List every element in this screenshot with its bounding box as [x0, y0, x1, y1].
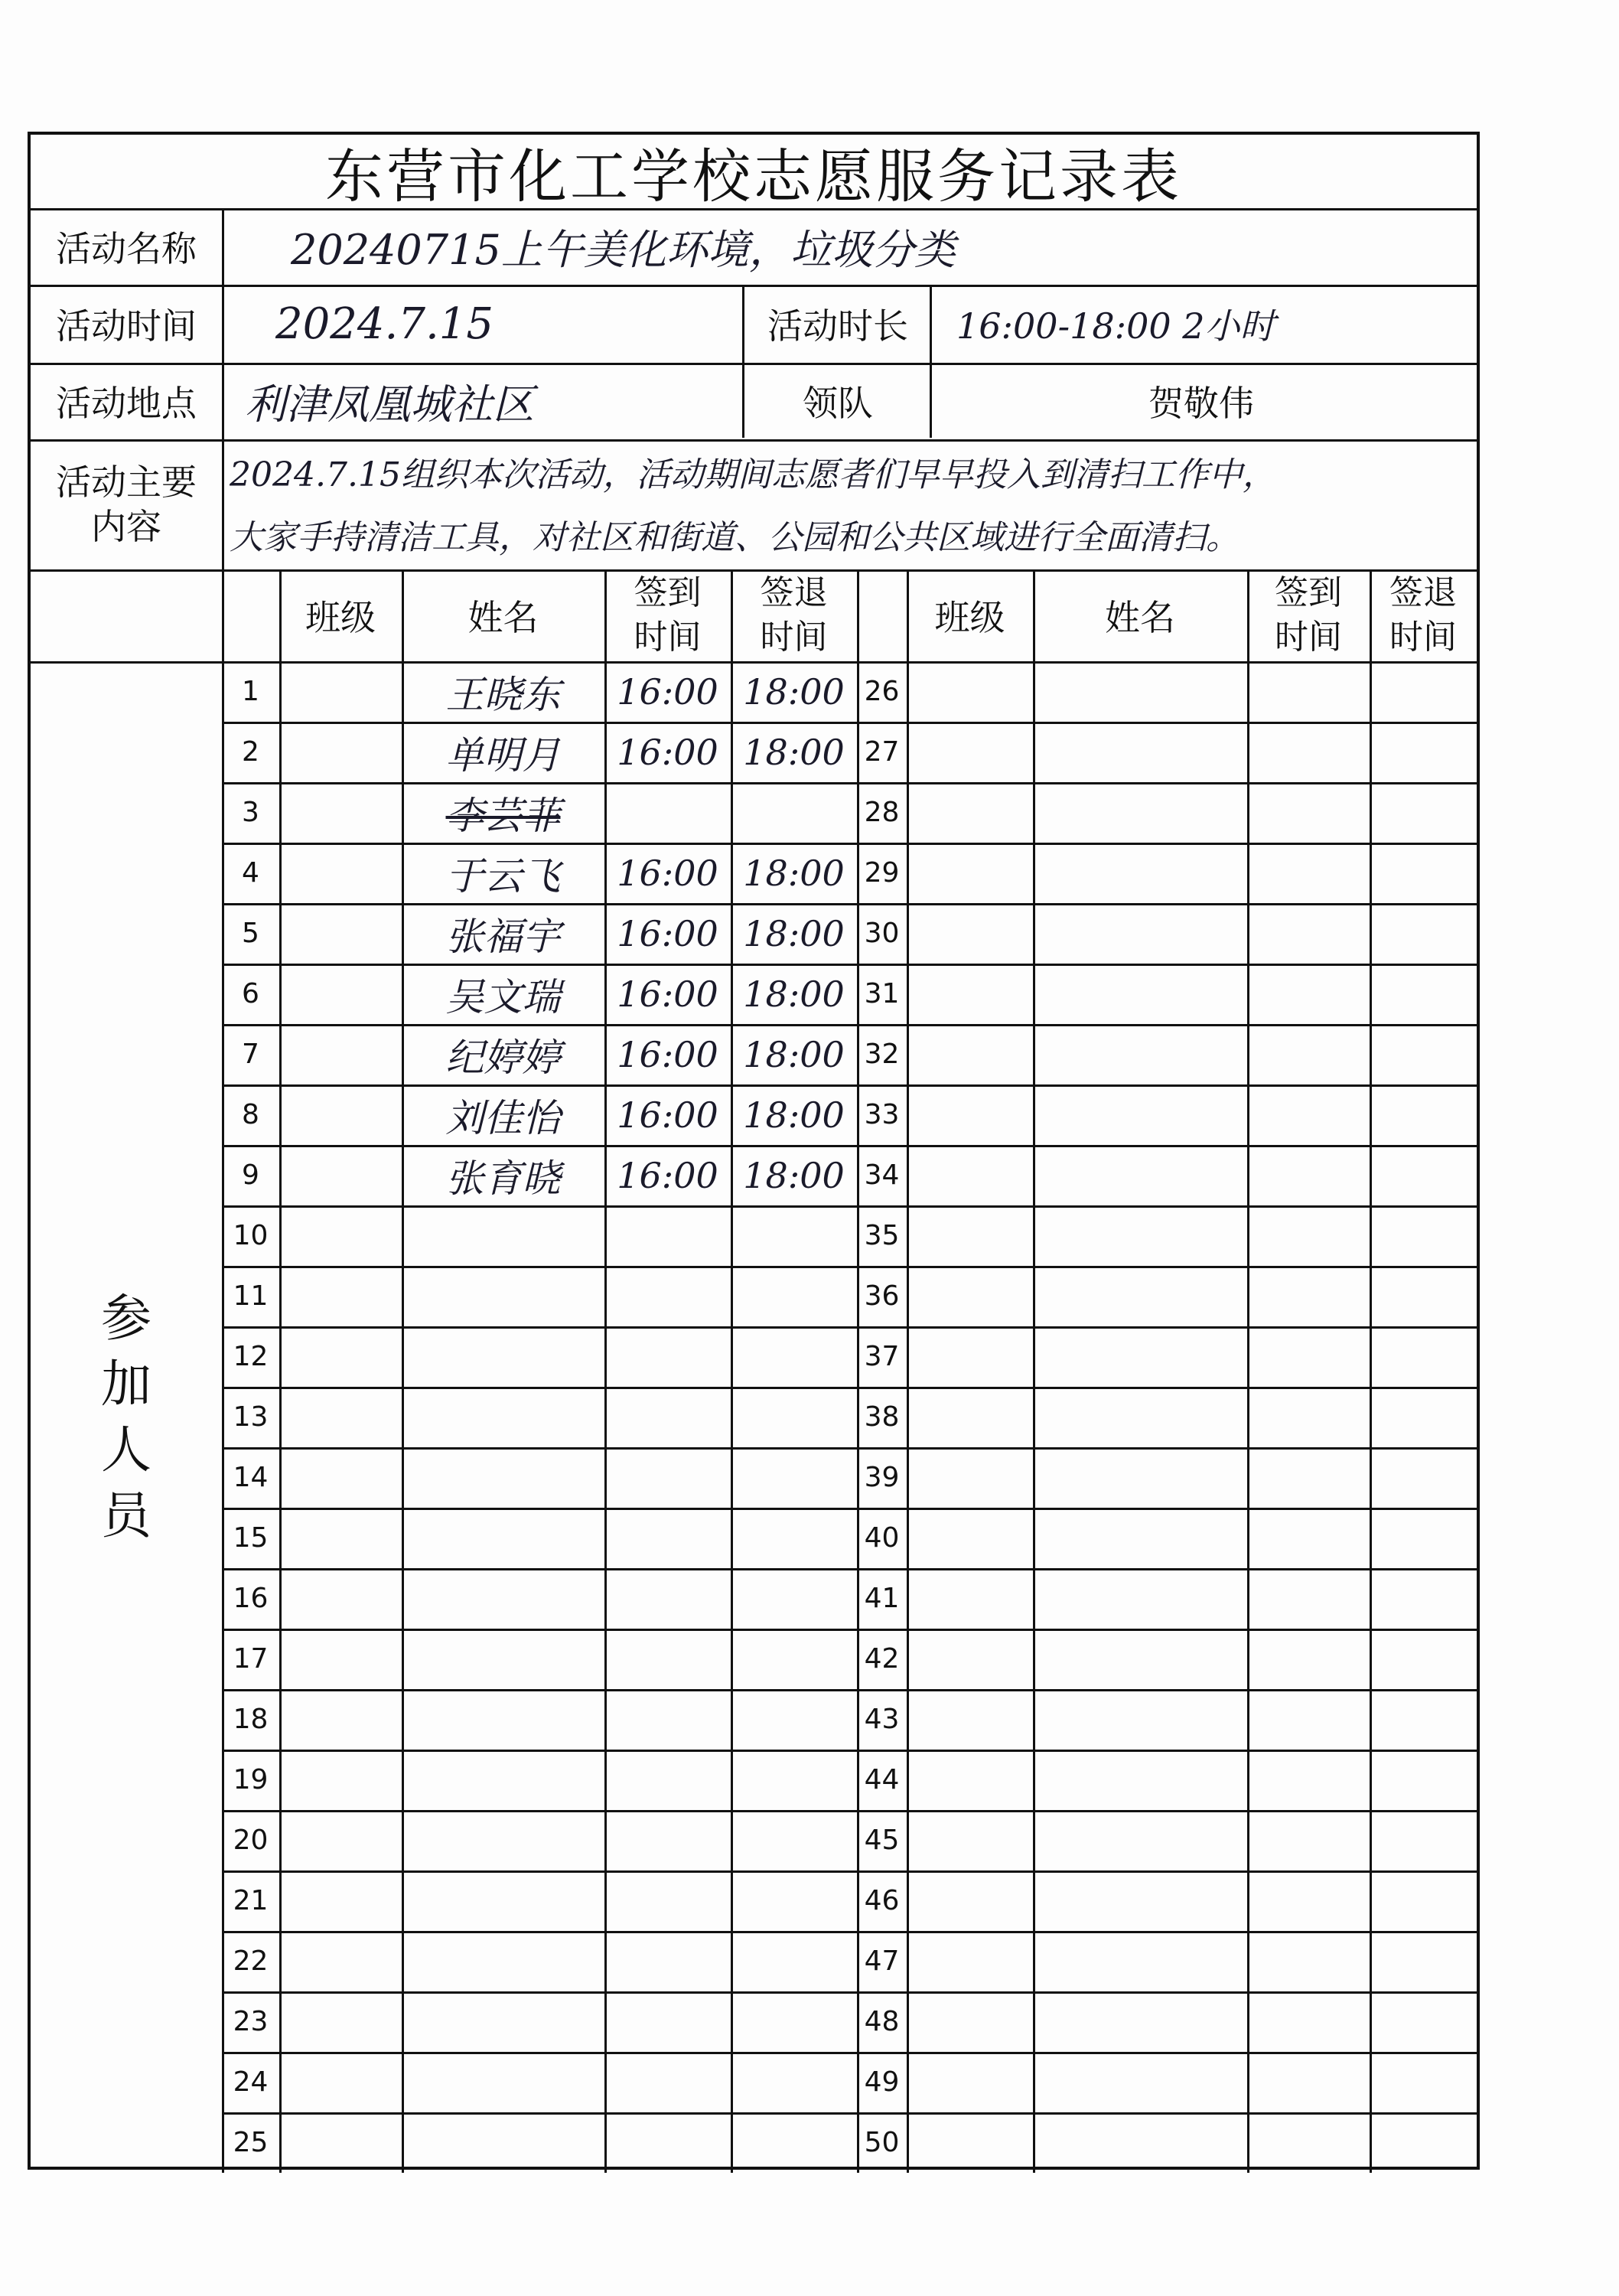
participant-name: 张育晓 — [445, 1156, 561, 1201]
sign-out-time — [731, 1629, 857, 1689]
row-number: 5 — [242, 918, 259, 949]
row-number: 36 — [864, 1280, 900, 1312]
sign-in-time — [604, 1205, 731, 1266]
row-number: 14 — [233, 1462, 269, 1493]
sign-out-time — [731, 1568, 857, 1629]
sign-out-time — [731, 1447, 857, 1508]
class-cell — [279, 1629, 402, 1689]
sign-out-time — [731, 782, 857, 843]
sign-out-time — [731, 1689, 857, 1750]
class-cell — [279, 903, 402, 964]
grid-line-v — [222, 285, 224, 363]
duration-label: 活动时长 — [767, 305, 908, 347]
participants-label — [31, 661, 222, 2173]
row-number: 15 — [233, 1522, 269, 1554]
sign-in-time — [604, 782, 731, 843]
sign-in-time — [604, 2052, 731, 2112]
row-number: 12 — [233, 1341, 269, 1372]
row-number: 3 — [242, 797, 259, 828]
grid-line-v — [222, 439, 224, 569]
row-number: 6 — [242, 978, 259, 1009]
participant-name — [402, 1326, 604, 1387]
header-signout-left — [731, 569, 857, 661]
row-number: 23 — [233, 2006, 269, 2037]
participant-name: 张福宇 — [445, 914, 561, 959]
row-number: 27 — [864, 736, 900, 768]
class-cell — [279, 722, 402, 782]
volunteer-record-sheet — [28, 132, 1480, 2170]
row-number: 44 — [864, 1764, 900, 1795]
row-number: 45 — [864, 1825, 900, 1856]
row-number: 43 — [864, 1704, 900, 1735]
row-number: 4 — [242, 857, 259, 889]
sign-in-time — [604, 1568, 731, 1629]
sign-in-time: 16:00 — [617, 1154, 718, 1196]
content-line-1: 2024.7.15组织本次活动，活动期间志愿者们早早投入到清扫工作中， — [230, 455, 1276, 494]
sign-out-time: 18:00 — [743, 670, 845, 713]
sign-in-time — [604, 1870, 731, 1931]
sign-out-time: 18:00 — [743, 1154, 845, 1196]
header-signin-right-line2: 时间 — [1275, 618, 1342, 657]
participant-name — [402, 1810, 604, 1870]
class-cell — [279, 1447, 402, 1508]
sign-out-time — [731, 1266, 857, 1326]
class-cell — [279, 1326, 402, 1387]
row-number: 30 — [864, 918, 900, 949]
grid-line-v — [930, 285, 932, 438]
participant-name — [402, 1870, 604, 1931]
sign-in-time — [604, 1447, 731, 1508]
sign-out-time: 18:00 — [743, 912, 845, 954]
row-number: 10 — [233, 1220, 269, 1251]
participant-name — [402, 1750, 604, 1810]
location-label: 活动地点 — [56, 383, 197, 424]
row-number: 19 — [233, 1764, 269, 1795]
participants-label-char: 加 — [101, 1354, 151, 1414]
class-cell — [279, 1991, 402, 2052]
sign-in-time — [604, 2112, 731, 2173]
row-number: 25 — [233, 2127, 269, 2158]
participants-label-char: 参 — [101, 1288, 151, 1348]
content-line-2: 大家手持清洁工具，对社区和街道、公园和公共区域进行全面清扫。 — [230, 518, 1239, 557]
row-number: 41 — [864, 1583, 900, 1614]
sign-in-time — [604, 1991, 731, 2052]
leader-label: 领队 — [803, 383, 873, 424]
header-signin-left-line1: 签到 — [634, 573, 702, 612]
content-label-line2: 内容 — [91, 506, 161, 547]
content-label-line1: 活动主要 — [56, 461, 197, 503]
participants-label-char: 员 — [101, 1486, 151, 1545]
row-number: 29 — [864, 857, 900, 889]
sign-in-time — [604, 1387, 731, 1447]
participant-name — [402, 1629, 604, 1689]
header-signout-left-line2: 时间 — [760, 618, 828, 657]
class-cell — [279, 1810, 402, 1870]
row-number: 18 — [233, 1704, 269, 1735]
sign-in-time: 16:00 — [617, 852, 718, 894]
class-cell — [279, 2052, 402, 2112]
sign-out-time — [731, 1326, 857, 1387]
class-cell — [279, 1689, 402, 1750]
grid-line-v — [222, 208, 224, 285]
participants-label-char: 人 — [101, 1420, 151, 1479]
row-number: 11 — [233, 1280, 269, 1312]
participant-name — [402, 1266, 604, 1326]
row-number: 16 — [233, 1583, 269, 1614]
row-number: 39 — [864, 1462, 900, 1493]
row-number: 13 — [233, 1401, 269, 1433]
header-signout-right-line2: 时间 — [1389, 618, 1457, 657]
participant-name — [402, 2052, 604, 2112]
participant-name: 刘佳怡 — [445, 1095, 561, 1140]
activity-name-label: 活动名称 — [56, 228, 197, 269]
form-title: 东营市化工学校志愿服务记录表 — [325, 142, 1182, 208]
participant-name — [402, 1387, 604, 1447]
row-number: 9 — [242, 1159, 259, 1191]
class-cell — [279, 1931, 402, 1991]
class-cell — [279, 843, 402, 903]
sign-out-time — [731, 1810, 857, 1870]
activity-name-value: 20240715上午美化环境，垃圾分类 — [291, 225, 956, 274]
participant-name — [402, 1447, 604, 1508]
header-signout-right — [1370, 569, 1477, 661]
row-number: 8 — [242, 1099, 259, 1130]
sign-out-time — [731, 1931, 857, 1991]
header-signin-right-line1: 签到 — [1275, 573, 1342, 612]
class-cell — [279, 1266, 402, 1326]
row-number: 33 — [864, 1099, 900, 1130]
participant-name — [402, 1689, 604, 1750]
row-number: 2 — [242, 736, 259, 768]
header-class-left: 班级 — [305, 597, 376, 638]
sign-in-time — [604, 1931, 731, 1991]
row-number: 17 — [233, 1643, 269, 1675]
row-number: 26 — [864, 676, 900, 707]
row-number: 49 — [864, 2066, 900, 2098]
sign-out-time — [731, 1991, 857, 2052]
sign-out-time — [731, 1205, 857, 1266]
activity-time-label: 活动时间 — [56, 305, 197, 347]
participant-name: 单明月 — [445, 732, 561, 778]
sign-out-time — [731, 2052, 857, 2112]
header-signin-right — [1247, 569, 1370, 661]
class-cell — [279, 2112, 402, 2173]
row-number: 21 — [233, 1885, 269, 1916]
class-cell — [279, 1024, 402, 1084]
grid-line-v — [742, 285, 744, 438]
duration-value: 16:00-18:00 2小时 — [956, 305, 1275, 347]
class-cell — [279, 1387, 402, 1447]
participant-name: 王晓东 — [445, 672, 561, 717]
class-cell — [279, 1508, 402, 1568]
header-name-right: 姓名 — [1105, 597, 1175, 638]
class-cell — [279, 1145, 402, 1205]
sign-in-time: 16:00 — [617, 1033, 718, 1075]
row-number: 31 — [864, 978, 900, 1009]
sign-in-time — [604, 1689, 731, 1750]
class-cell — [279, 1568, 402, 1629]
class-cell — [279, 964, 402, 1024]
sign-in-time: 16:00 — [617, 731, 718, 773]
activity-time-value: 2024.7.15 — [275, 298, 494, 349]
header-signout-right-line1: 签退 — [1389, 573, 1457, 612]
sign-in-time: 16:00 — [617, 973, 718, 1015]
header-class-right: 班级 — [934, 597, 1005, 638]
participant-name — [402, 1991, 604, 2052]
participant-name — [402, 1205, 604, 1266]
sign-in-time — [604, 1266, 731, 1326]
participant-name: 于云飞 — [445, 853, 561, 899]
sign-in-time — [604, 1750, 731, 1810]
sign-in-time: 16:00 — [617, 912, 718, 954]
class-cell — [279, 1750, 402, 1810]
row-number: 40 — [864, 1522, 900, 1554]
participant-name: 纪婷婷 — [445, 1035, 561, 1080]
sign-in-time — [604, 1810, 731, 1870]
participant-name — [402, 1568, 604, 1629]
sign-in-time: 16:00 — [617, 1094, 718, 1136]
sign-out-time: 18:00 — [743, 973, 845, 1015]
row-number: 47 — [864, 1945, 900, 1977]
row-number: 50 — [864, 2127, 900, 2158]
class-cell — [279, 1205, 402, 1266]
row-number: 35 — [864, 1220, 900, 1251]
header-name-left: 姓名 — [467, 597, 539, 638]
row-number: 34 — [864, 1159, 900, 1191]
sign-out-time: 18:00 — [743, 1033, 845, 1075]
leader-value: 贺敬伟 — [1148, 383, 1254, 424]
participant-name — [402, 1508, 604, 1568]
sign-out-time — [731, 1750, 857, 1810]
row-number: 7 — [242, 1039, 259, 1070]
sign-out-time — [731, 2112, 857, 2173]
sign-out-time — [731, 1508, 857, 1568]
row-number: 1 — [242, 676, 259, 707]
row-number: 22 — [233, 1945, 269, 1977]
sign-out-time: 18:00 — [743, 731, 845, 773]
header-signin-left-line2: 时间 — [634, 618, 702, 657]
row-number: 32 — [864, 1039, 900, 1070]
location-value: 利津凤凰城社区 — [245, 380, 534, 429]
row-number: 28 — [864, 797, 900, 828]
class-cell — [279, 782, 402, 843]
class-cell — [279, 1084, 402, 1145]
sign-in-time — [604, 1326, 731, 1387]
class-cell — [279, 1870, 402, 1931]
row-number: 20 — [233, 1825, 269, 1856]
grid-line-v — [222, 363, 224, 439]
header-signout-left-line1: 签退 — [760, 573, 828, 612]
row-number: 46 — [864, 1885, 900, 1916]
participant-name — [402, 2112, 604, 2173]
participant-name: 吴文瑞 — [445, 974, 561, 1019]
row-number: 48 — [864, 2006, 900, 2037]
header-signin-left — [604, 569, 731, 661]
row-number: 24 — [233, 2066, 269, 2098]
row-number: 42 — [864, 1643, 900, 1675]
row-number: 37 — [864, 1341, 900, 1372]
participant-name — [402, 1931, 604, 1991]
class-cell — [279, 661, 402, 722]
content-label — [31, 439, 222, 569]
sign-out-time — [731, 1387, 857, 1447]
sign-in-time: 16:00 — [617, 670, 718, 713]
sign-out-time: 18:00 — [743, 852, 845, 894]
row-number: 38 — [864, 1401, 900, 1433]
participant-name: 李芸菲 — [445, 793, 561, 838]
sign-out-time — [731, 1870, 857, 1931]
sign-in-time — [604, 1629, 731, 1689]
sign-out-time: 18:00 — [743, 1094, 845, 1136]
sign-in-time — [604, 1508, 731, 1568]
